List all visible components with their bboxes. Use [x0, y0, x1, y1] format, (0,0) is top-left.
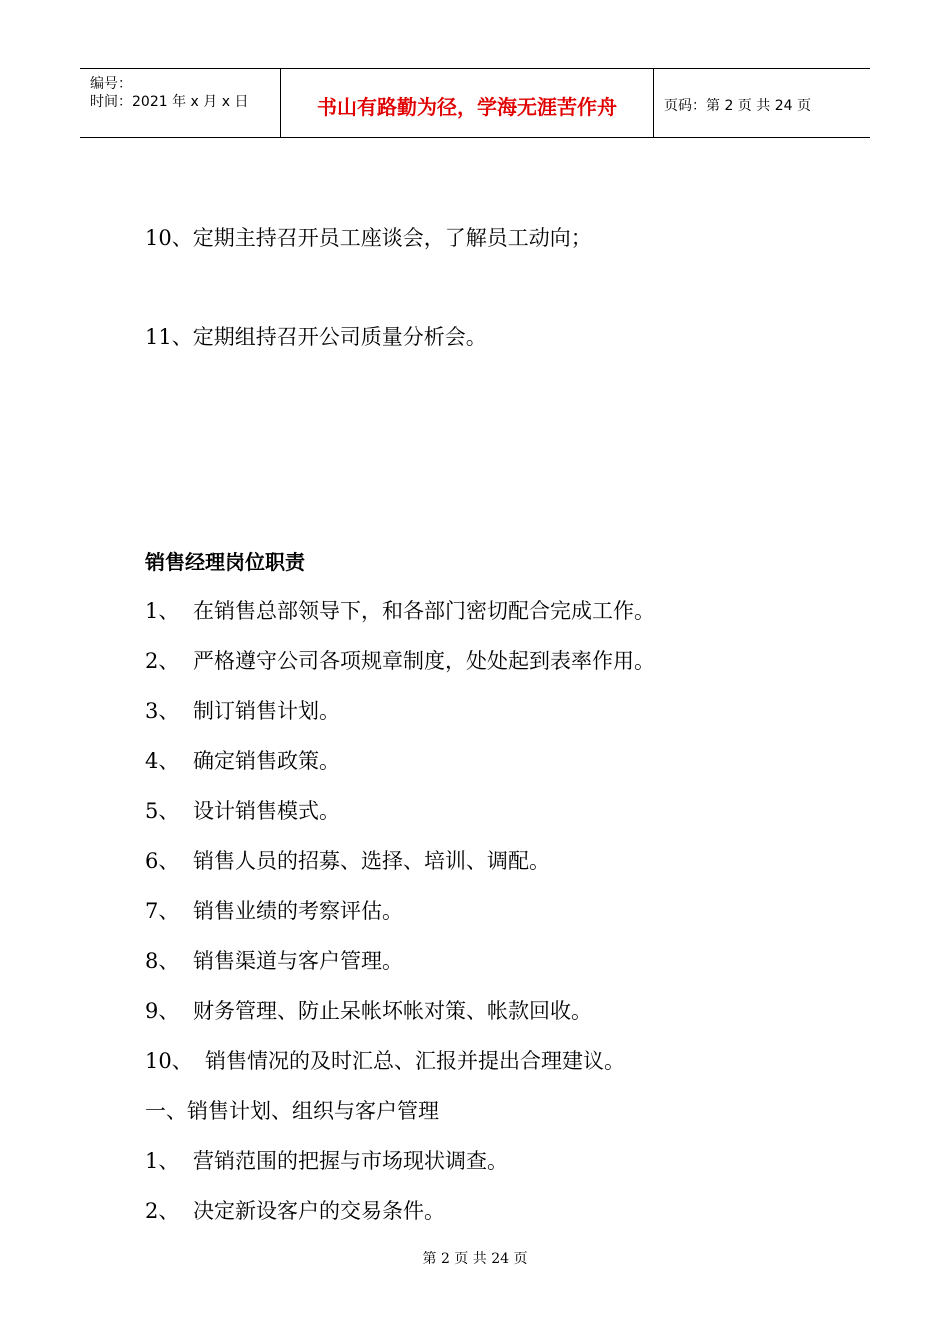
item-number: 1、	[145, 1149, 180, 1173]
serial-label: 编号：	[90, 76, 132, 92]
item-text: 制订销售计划。	[193, 699, 340, 723]
item-number: 7、	[145, 899, 180, 923]
item-number: 1、	[145, 599, 180, 623]
section-title: 销售经理岗位职责	[145, 550, 305, 574]
item-text: 设计销售模式。	[193, 799, 340, 823]
subheading: 一、销售计划、组织与客户管理	[145, 1099, 439, 1123]
page-footer: 第 2 页 共 24 页	[422, 1251, 528, 1267]
item-text: 销售业绩的考察评估。	[193, 899, 403, 923]
paragraph: 11、定期组持召开公司质量分析会。	[145, 325, 487, 349]
paragraph: 10、定期主持召开员工座谈会，了解员工动向；	[145, 226, 592, 250]
item-number: 6、	[145, 849, 180, 873]
header-table	[80, 68, 870, 138]
list-item	[145, 645, 655, 675]
list-item	[145, 695, 340, 725]
motto: 书山有路勤为径，学海无涯苦作舟	[317, 95, 617, 119]
list-item	[145, 945, 403, 975]
item-number: 9、	[145, 999, 180, 1023]
item-number: 4、	[145, 749, 180, 773]
list-item	[145, 1195, 445, 1225]
item-number: 2、	[145, 649, 180, 673]
item-text: 确定销售政策。	[193, 749, 340, 773]
header-motto-cell	[281, 69, 654, 137]
item-number: 3、	[145, 699, 180, 723]
list-item	[145, 745, 340, 775]
header-info-cell	[80, 69, 281, 137]
item-number: 2、	[145, 1199, 180, 1223]
item-number: 8、	[145, 949, 180, 973]
item-text: 营销范围的把握与市场现状调查。	[193, 1149, 508, 1173]
item-number: 10、	[145, 1049, 193, 1073]
time-label: 时间：2021 年 x 月 x 日	[90, 94, 249, 110]
item-text: 销售人员的招募、选择、培训、调配。	[193, 849, 550, 873]
list-item	[145, 595, 655, 625]
item-text: 决定新设客户的交易条件。	[193, 1199, 445, 1223]
item-text: 销售渠道与客户管理。	[193, 949, 403, 973]
item-number: 5、	[145, 799, 180, 823]
item-text: 财务管理、防止呆帐坏帐对策、帐款回收。	[193, 999, 592, 1023]
list-item	[145, 1145, 508, 1175]
item-text: 在销售总部领导下，和各部门密切配合完成工作。	[193, 599, 655, 623]
header-page-cell	[654, 69, 870, 137]
page-info: 页码：第 2 页 共 24 页	[664, 98, 811, 114]
list-item	[145, 1045, 625, 1075]
list-item	[145, 845, 550, 875]
item-text: 严格遵守公司各项规章制度，处处起到表率作用。	[193, 649, 655, 673]
item-text: 销售情况的及时汇总、汇报并提出合理建议。	[205, 1049, 625, 1073]
list-item	[145, 995, 592, 1025]
list-item	[145, 795, 340, 825]
list-item	[145, 895, 403, 925]
